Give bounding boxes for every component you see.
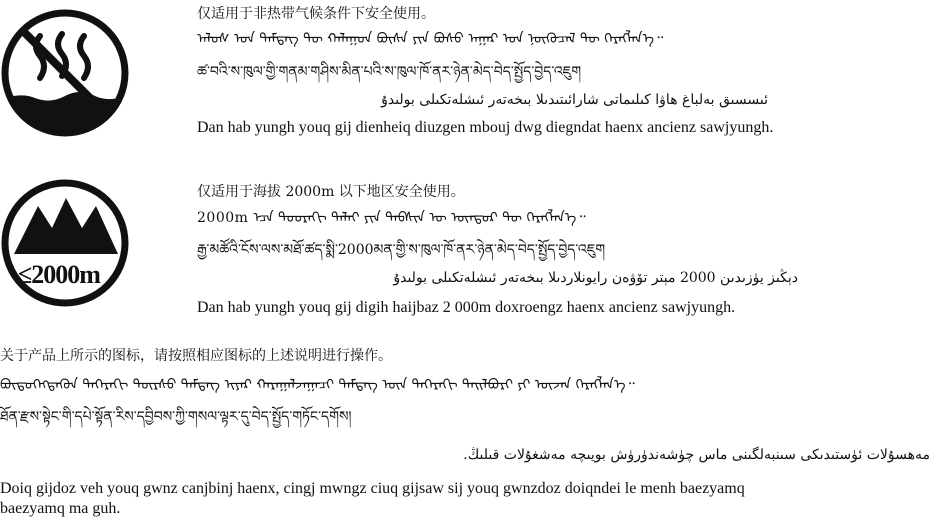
section3-mn: ᠪᠦᠲᠦᠭᠡᠭᠳᠡᠬᠦᠨ ᠳᠡᠭᠡᠷᠡᠬᠢ ᠳᠦᠷᠰᠦ ᠲᠡᠮᠳᠡᠭ ᠢᠶᠡᠷ ᠬᠠᠷᠠᠭᠠᠯᠵᠠᠭᠠᠴᠢ ᠲᠡᠮᠳᠡᠭ ᠦᠨ ᠳᠡᠭᠡᠷᠡᠬᠢ ᠲᠠᠢᠯᠪᠤᠷᠢ ᠶᠢ ᠦᠵᠡᠨ ᠬᠡᠷᠡᠭᠯᠡᠨ᠎ᠡ᠃ bbox=[0, 377, 635, 393]
section2-zh: 仅适用于海拔 2000m 以下地区安全使用。 bbox=[197, 184, 465, 200]
section3-ug: مەھسۇلات ئۈستىدىكى سىنبەلگىنى ماس چۈشەندۈرۈش بويىچە مەشغۇلات قىلىڭ. bbox=[463, 447, 930, 463]
section2-mn: 2000m ᠡᠴᠡ ᠳᠣᠣᠷᠠᠬᠢ ᠳᠠᠯᠠᠢ ᠶᠢᠨ ᠲᠡᠪᠰᠢᠨ ᠦ ᠥᠨᠳᠦᠷ ᠲᠦ ᠬᠡᠷᠡᠭᠯᠡᠨ᠎ᠡ᠃ bbox=[197, 210, 586, 226]
section1-bo: ཚ་བའི་ས་ཁུལ་གྱི་གནམ་གཤིས་མིན་པའི་ས་ཁུལ་ཁོ་ནར་ཉེན་མེད་བེད་སྤྱོད་བྱེད་འཇུག bbox=[197, 64, 582, 80]
section1-mn: ᠠᠯᠤᠰ ᠤᠨ ᠲᠡᠮᠳᠡᠭ ᠲᠦ ᠬᠠᠯᠠᠭᠤᠨ ᠪᠦᠰᠡ ᠶᠢᠨ ᠪᠤᠰᠤ ᠠᠭᠠᠷ ᠤᠨ ᠨᠦᠬᠦᠴᠡᠯ ᠲᠦ ᠬᠡᠷᠡᠭᠯᠡᠨ᠎ᠡ᠃ bbox=[197, 31, 664, 47]
section2-bo: རྒྱ་མཚོའི་ངོས་ལས་མཐོ་ཚད་སྨི་2000མན་གྱི་ས་ཁུལ་ཁོ་ནར་ཉེན་མེད་བེད་སྤྱོད་བྱེད་འཇུག bbox=[197, 242, 606, 258]
altitude-icon-label: ≤2000m bbox=[18, 260, 100, 289]
section3-zh: 关于产品上所示的图标，请按照相应图标的上述说明进行操作。 bbox=[0, 348, 392, 364]
section3-bo: ཐོན་རྫས་སྟེང་གི་དཔེ་སྟོན་རིས་དབྱིབས་ཀྱི་གསལ་ལྟར་དུ་བེད་སྤྱོད་གཏོང་དགོས། bbox=[0, 409, 352, 425]
section3-za-line1: Doiq gijdoz veh youq gwnz canjbinj haenx, cingj mwngz ciuq gijsaw sij youq gwnzdoz doiqndei le menh baezyamq bbox=[0, 480, 745, 497]
no-tropical-climate-icon bbox=[0, 8, 130, 138]
altitude-2000m-icon bbox=[0, 178, 130, 308]
section1-ug: ئىسسىق بەلباغ ھاۋا كىلىماتى شارائىتىدىلا بىخەتەر ئىشلەتكىلى بولىدۇ bbox=[381, 92, 768, 108]
section2-za: Dan hab yungh youq gij digih haijbaz 2 000m doxroengz haenx ancienz sawjyungh. bbox=[197, 299, 736, 316]
section1-za: Dan hab yungh youq gij dienheiq diuzgen mbouj dwg diegndat haenx ancienz sawjyungh. bbox=[197, 119, 774, 136]
section1-zh: 仅适用于非热带气候条件下安全使用。 bbox=[197, 6, 435, 22]
section3-za-line2: baezyamq ma guh. bbox=[0, 500, 121, 517]
section2-ug: دېڭىز يۈزىدىن 2000 مېتر تۆۋەن رايونلاردىلا بىخەتەر ئىشلەتكىلى بولىدۇ bbox=[393, 270, 798, 286]
